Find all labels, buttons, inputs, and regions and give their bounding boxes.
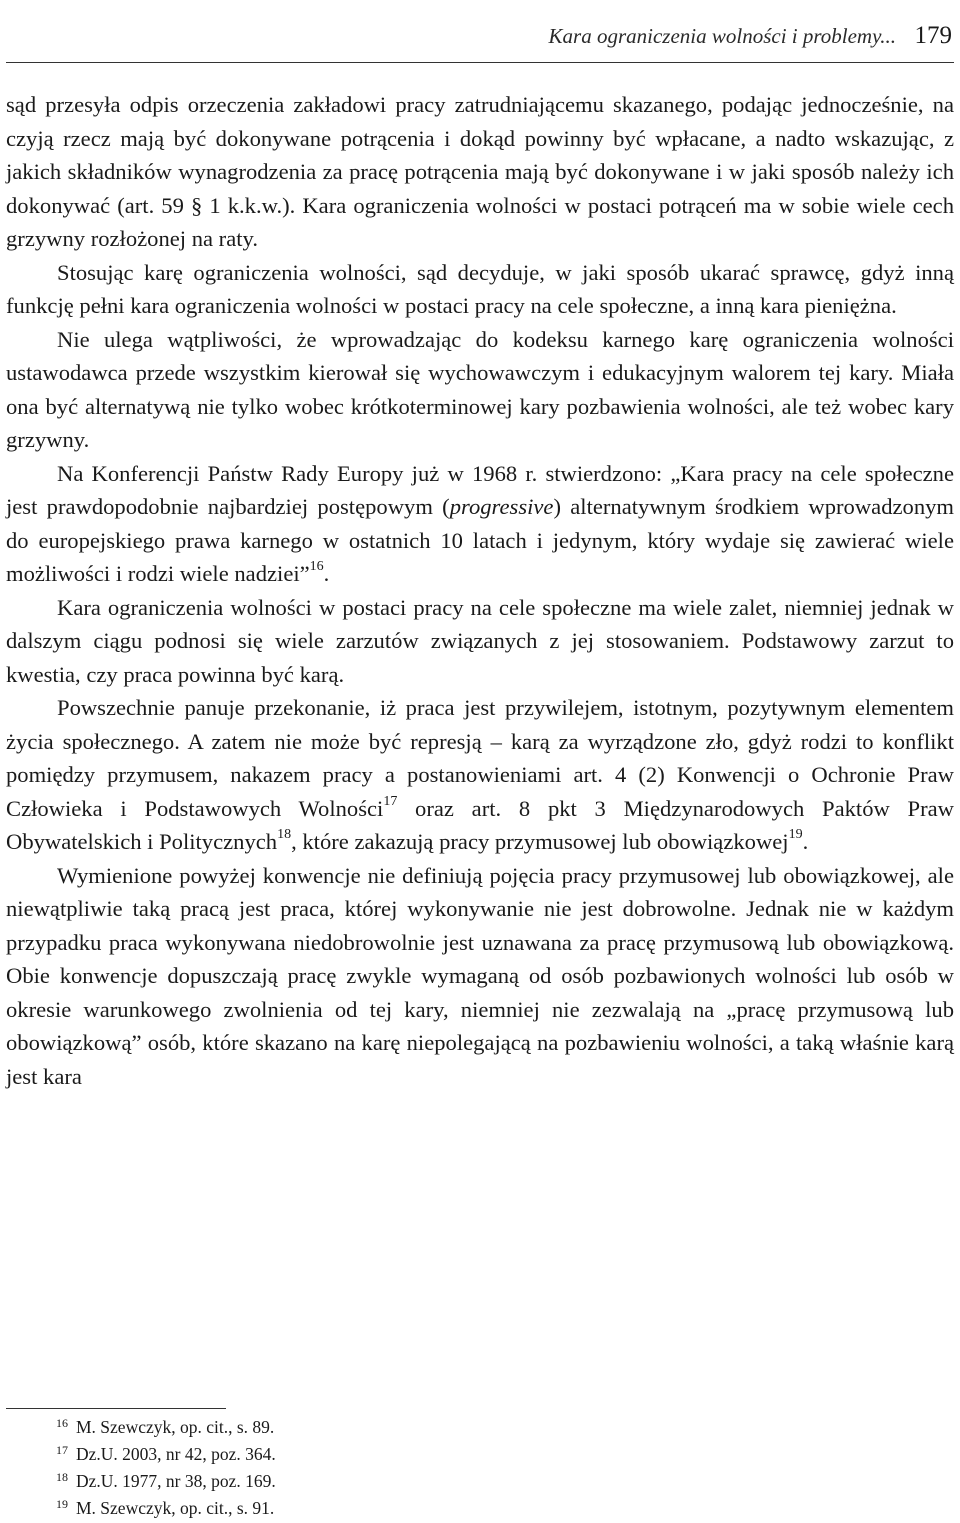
footnotes: [56, 1415, 276, 1523]
footnote-number: 17: [56, 1443, 68, 1457]
paragraph-6-text-b: oraz art. 8 pkt 3 Międzynarodowych Paktów Praw Obywatelskich i Politycznych: [6, 795, 954, 854]
footnote-ref-17[interactable]: 17: [383, 793, 398, 809]
footnote-text: M. Szewczyk, op. cit., s. 91.: [76, 1498, 275, 1518]
paragraph-2: Stosując karę ograniczenia wolności, sąd decyduje, w jaki sposób ukarać sprawcę, gdyż inną funkcję pełni kara ograniczenia wolności w postaci pracy na cele społeczne, a inną kara pieniężna.: [6, 259, 954, 318]
body-text: [6, 88, 954, 1093]
paragraph-6-text-a: Powszechnie panuje przekonanie, iż praca jest przywilejem, istotnym, pozytywnym elementem życia społecznego. A zatem nie może być represją – karą za wyrządzone zło, gdyż rodzi to konflikt pomiędzy przymusem, nakazem pracy a postanowieniami art. 4 (2) Konwencji o Ochronie Praw Człowieka i Podstawowych Wolności: [6, 695, 954, 821]
footnote-text: Dz.U. 2003, nr 42, poz. 364.: [76, 1444, 276, 1464]
paragraph-4-italic: progressive: [449, 494, 554, 519]
paragraph-4-text-c: .: [323, 561, 330, 586]
footnote-16: [56, 1415, 276, 1442]
paragraph-6: [6, 691, 954, 859]
footnote-rule: [6, 1408, 226, 1409]
page-number: 179: [914, 22, 952, 49]
header-rule: [6, 62, 954, 63]
footnote-text: M. Szewczyk, op. cit., s. 89.: [76, 1417, 275, 1437]
footnote-ref-19[interactable]: 19: [788, 827, 803, 843]
paragraph-6-text-d: .: [802, 829, 809, 854]
paragraph-4: [6, 457, 954, 591]
paragraph-6-text-c: , które zakazują pracy przymusowej lub obowiązkowej: [291, 829, 789, 854]
footnote-17: [56, 1442, 276, 1469]
running-header: [6, 14, 954, 54]
paragraph-4-text-a: Na Konferencji Państw Rady Europy już w 1968 r. stwierdzono: „Kara pracy na cele społeczne jest prawdopodobnie najbardziej postępowym (: [6, 460, 954, 519]
paragraph-5: Kara ograniczenia wolności w postaci pracy na cele społeczne ma wiele zalet, niemniej jednak w dalszym ciągu podnosi się wiele zarzutów związanych z jej stosowaniem. Podstawowy zarzut to kwestia, czy praca powinna być karą.: [6, 594, 954, 687]
footnote-ref-18[interactable]: 18: [277, 827, 292, 843]
paragraph-1: sąd przesyła odpis orzeczenia zakładowi pracy zatrudniającemu skazanego, podając jednocześnie, na czyją rzecz mają być dokonywane potrącenia i dokąd powinny być wpłacane, a nadto wskazując, z jakich składników wynagrodzenia za pracę potrącenia mają być dokonywane i w jaki sposób należy ich dokonywać (art. 59 § 1 k.k.w.). Kara ograniczenia wolności w postaci potrąceń ma w sobie wiele cech grzywny rozłożonej na raty.: [6, 92, 954, 251]
paragraph-7: Wymienione powyżej konwencje nie definiują pojęcia pracy przymusowej lub obowiązkowej, ale niewątpliwie taką pracą jest praca, której wykonywanie nie jest dobrowolne. Jednak nie w każdym przypadku praca wykonywana niedobrowolnie jest uznawana za pracę przymusową lub obowiązkową. Obie konwencje dopuszczają pracę zwykle wymaganą od osób pozbawionych wolności lub osób w okresie warunkowego zwolnienia od tej kary, niemniej nie zezwalają na „pracę przymusową lub obowiązkową” osób, które skazano na karę niepolegającą na pozbawieniu wolności, a taką właśnie karą jest kara: [6, 862, 954, 1089]
footnote-number: 18: [56, 1470, 68, 1484]
footnote-ref-16[interactable]: 16: [309, 559, 324, 575]
footnote-text: Dz.U. 1977, nr 38, poz. 169.: [76, 1471, 276, 1491]
footnote-19: [56, 1496, 276, 1523]
paragraph-3: Nie ulega wątpliwości, że wprowadzając do kodeksu karnego karę ograniczenia wolności ustawodawca przede wszystkim kierował się wychowawczym i edukacyjnym walorem tej kary. Miała ona być alternatywą nie tylko wobec krótkoterminowej kary pozbawienia wolności, ale też wobec kary grzywny.: [6, 326, 954, 452]
footnote-number: 16: [56, 1416, 68, 1430]
footnote-18: [56, 1469, 276, 1496]
paragraph-4-text-b: ) alternatywnym środkiem wprowadzonym do europejskiego prawa karnego w ostatnich 10 latach i jedynym, który wydaje się zawierać wiele możliwości i rodzi wiele nadziei”: [6, 494, 954, 586]
footnote-number: 19: [56, 1497, 68, 1511]
running-title: Kara ograniczenia wolności i problemy...: [548, 24, 896, 48]
